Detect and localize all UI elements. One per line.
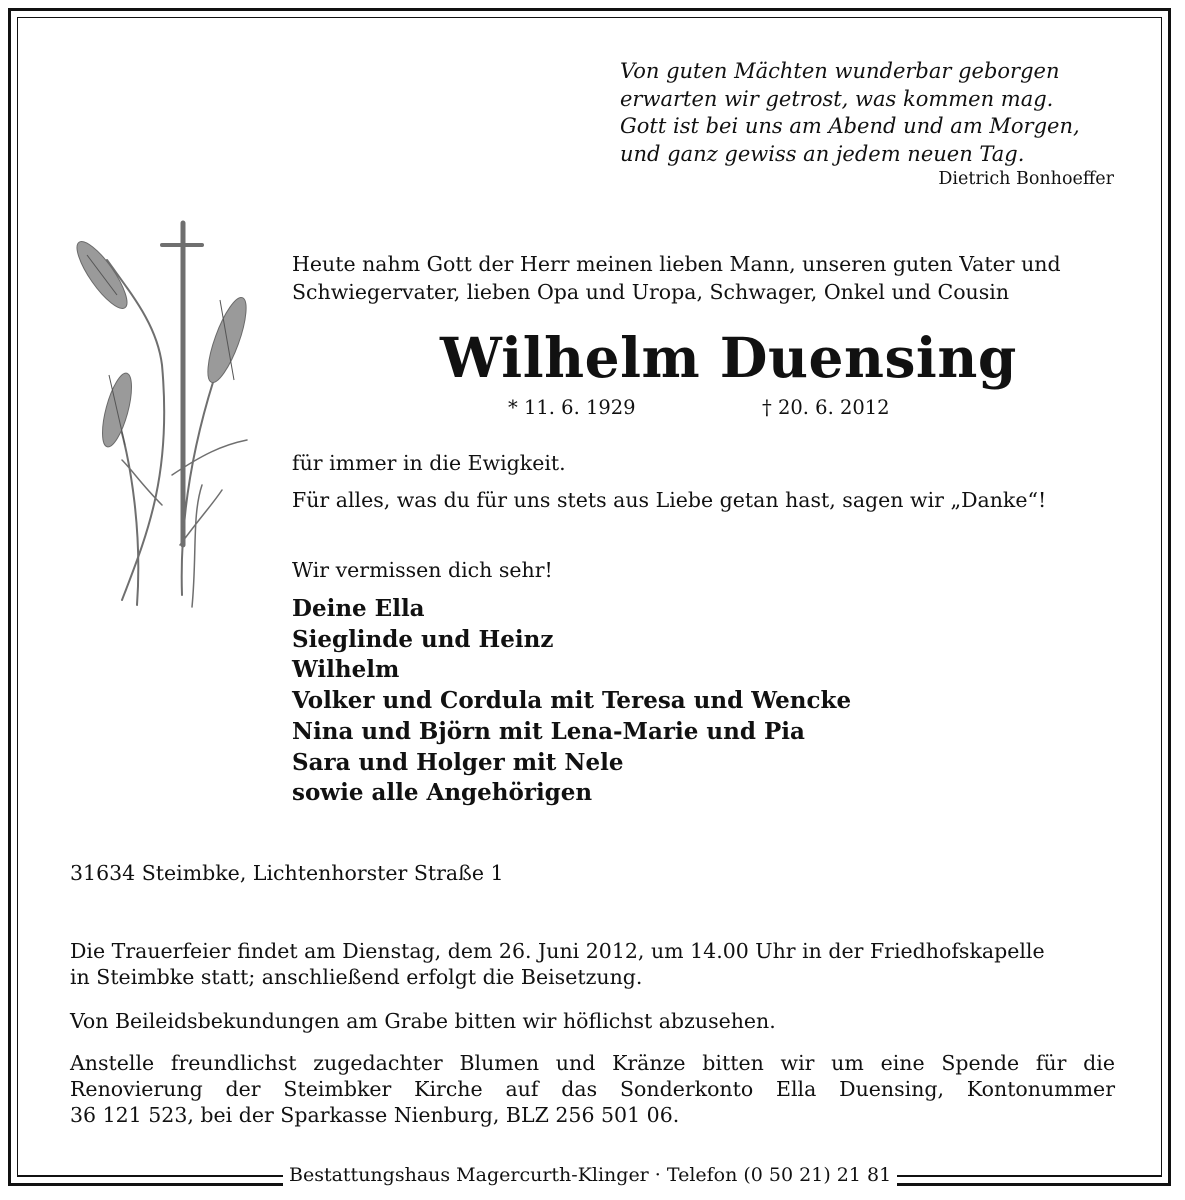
- family-member: Nina und Björn mit Lena-Marie und Pia: [292, 717, 805, 745]
- intro-text: [292, 250, 1122, 306]
- family-member: Sieglinde und Heinz: [292, 625, 554, 653]
- poem-line: Von guten Mächten wunderbar geborgen: [620, 59, 1060, 83]
- poem-line: erwarten wir getrost, was kommen mag.: [620, 86, 1054, 111]
- funeral-home-footer: Bestattungshaus Magercurth-Klinger · Telefon (0 50 21) 21 81: [283, 1162, 897, 1188]
- donation-info: [70, 1050, 1115, 1128]
- intro-line: Heute nahm Gott der Herr meinen lieben Mann, unseren guten Vater und: [292, 252, 1061, 276]
- poem-author: Dietrich Bonhoeffer: [938, 169, 1114, 189]
- family-member: Sara und Holger mit Nele: [292, 748, 624, 776]
- condolence-note: [70, 1008, 1115, 1034]
- address: [70, 860, 1115, 886]
- family-member: Volker und Cordula mit Teresa und Wencke: [292, 687, 852, 715]
- family-list: [292, 594, 851, 809]
- donation-line: Anstelle freundlichst zugedachter Blumen und Kränze bitten wir um eine Spende für die: [70, 1051, 1115, 1075]
- thanks-text: Für alles, was du für uns stets aus Liebe getan hast, sagen wir „Danke“!: [292, 488, 1047, 512]
- funeral-line: in Steimbke statt; anschließend erfolgt die Beisetzung.: [70, 965, 643, 989]
- address-text: 31634 Steimbke, Lichtenhorster Straße 1: [70, 861, 504, 885]
- donation-line: Renovierung der Steimbker Kirche auf das Sonderkonto Ella Duensing, Kontonummer: [70, 1077, 1115, 1101]
- family-member: Wilhelm: [292, 656, 400, 684]
- intro-line: Schwiegervater, lieben Opa und Uropa, Schwager, Onkel und Cousin: [292, 280, 1010, 304]
- condolence-text: Von Beileidsbekundungen am Grabe bitten wir höflichst abzusehen.: [70, 1009, 776, 1033]
- donation-line: 36 121 523, bei der Sparkasse Nienburg, BLZ 256 501 06.: [70, 1103, 680, 1127]
- funeral-info: [70, 938, 1115, 990]
- family-member: Deine Ella: [292, 595, 425, 622]
- poem-line: und ganz gewiss an jedem neuen Tag.: [620, 141, 1025, 166]
- funeral-line: Die Trauerfeier findet am Dienstag, dem 26. Juni 2012, um 14.00 Uhr in der Friedhofskapelle: [70, 939, 1045, 963]
- death-date: † 20. 6. 2012: [762, 396, 890, 419]
- cross-wheat-icon: [62, 215, 262, 635]
- poem: [620, 58, 1120, 168]
- eternity-text: für immer in die Ewigkeit.: [292, 451, 566, 475]
- miss-text: Wir vermissen dich sehr!: [292, 558, 553, 582]
- deceased-name: Wilhelm Duensing: [440, 325, 1017, 390]
- poem-line: Gott ist bei uns am Abend und am Morgen,: [620, 114, 1080, 138]
- family-member: sowie alle Angehörigen: [292, 779, 593, 807]
- birth-date: * 11. 6. 1929: [508, 396, 636, 419]
